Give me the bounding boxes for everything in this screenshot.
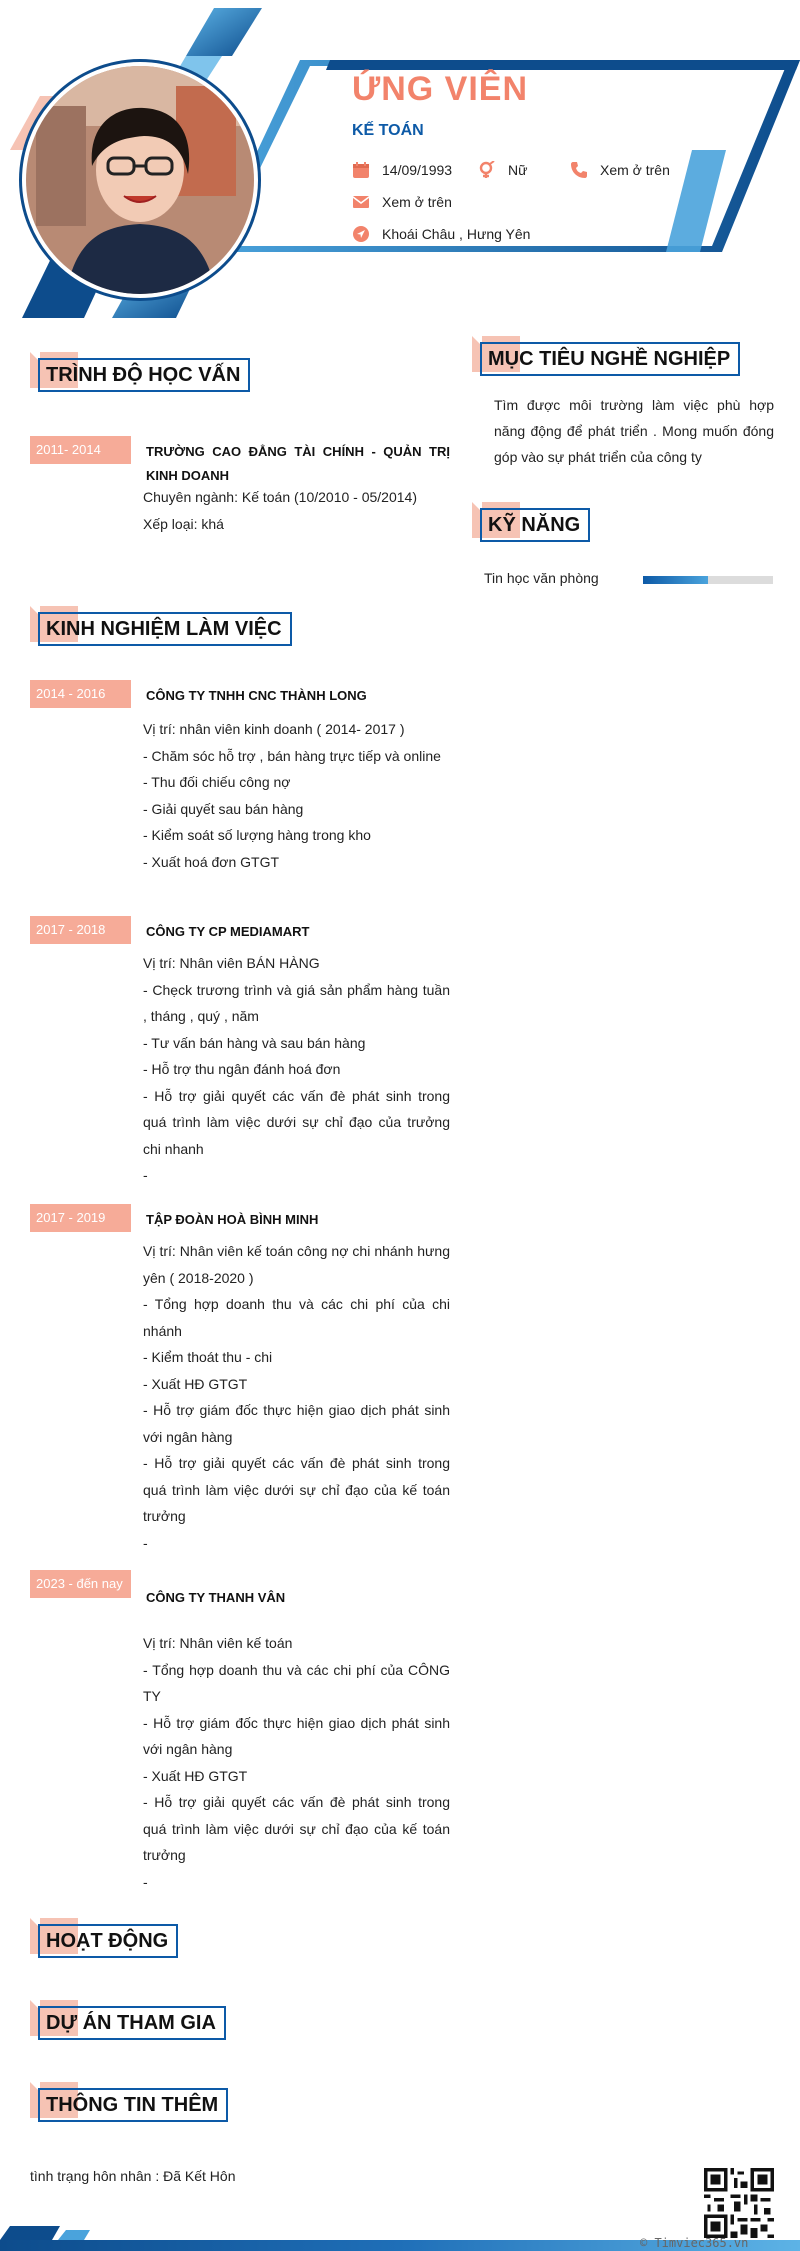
phone-icon — [570, 161, 588, 179]
school-name: TRƯỜNG CAO ĐẲNG TÀI CHÍNH - QUẢN TRỊ KINH DOANH — [146, 444, 450, 483]
experience-details: Vị trí: Nhân viên kế toán công nợ chi nhánh hưng yên ( 2018-2020 ) - Tổng hợp doanh thu và các chi phí của chi nhánh - Kiểm thoát thu - chi - Xuất HĐ GTGT - Hỗ trợ giám đốc thực hiện giao dịch phát sinh với ngân hàng - Hỗ trợ giải quyết các vấn đè phát sinh trong quá trình làm việc dưới sự chỉ đạo của kế toán trưởng - — [143, 1243, 450, 1551]
email-icon — [352, 193, 370, 211]
email-value[interactable]: Xem ở trên — [382, 194, 452, 210]
address-row — [352, 225, 530, 243]
education-details: Chuyên ngành: Kế toán (10/2010 - 05/2014) Xếp loại: khá — [143, 489, 417, 532]
gender-value: Nữ — [508, 162, 528, 178]
education-entry — [30, 436, 450, 566]
email-row — [352, 193, 452, 211]
skill-name: Tin học văn phòng — [484, 570, 599, 586]
company-name: TẬP ĐOÀN HOÀ BÌNH MINH — [146, 1212, 319, 1227]
skill-level-fill — [643, 576, 708, 584]
skill-level-bar — [643, 576, 773, 584]
period-badge: 2017 - 2019 — [30, 1204, 131, 1232]
phone-row — [570, 161, 670, 179]
experience-details: Vị trí: nhân viên kinh doanh ( 2014- 2017 ) - Chăm sóc hỗ trợ , bán hàng trực tiếp và online - Thu đối chiếu công nợ - Giải quyết sau bán hàng - Kiểm soát số lượng hàng trong kho - Xuất hoá đơn GTGT — [143, 721, 441, 870]
gender-row — [478, 161, 527, 179]
company-name: CÔNG TY CP MEDIAMART — [146, 924, 310, 939]
qr-code — [704, 2168, 774, 2238]
profile-photo — [26, 66, 254, 294]
period-badge: 2011- 2014 — [30, 436, 131, 464]
experience-entry — [30, 1204, 450, 1554]
experience-details: Vị trí: Nhân viên kế toán - Tổng hợp doanh thu và các chi phí của CÔNG TY - Hỗ trợ giám đốc thực hiện giao dịch phát sinh với ngân hàng - Xuất HĐ GTGT - Hỗ trợ giải quyết các vấn đè phát sinh trong quá trình làm việc dưới sự chỉ đạo của kế toán trưởng - — [143, 1635, 450, 1890]
period-badge: 2017 - 2018 — [30, 916, 131, 944]
dob-value: 14/09/1993 — [382, 162, 453, 178]
avatar — [22, 62, 258, 298]
cv-header — [0, 0, 800, 320]
phone-value[interactable]: Xem ở trên — [600, 162, 670, 178]
experience-entry — [30, 1570, 450, 1890]
company-name: CÔNG TY THANH VÂN — [146, 1590, 286, 1605]
address-value: Khoái Châu , Hưng Yên — [382, 226, 531, 242]
gender-icon — [478, 161, 496, 179]
copyright-text: © Timviec365.vn — [640, 2236, 749, 2250]
experience-details: Vị trí: Nhân viên BÁN HÀNG - Chẹck trương trình và giá sản phẩm hàng tuần , tháng , quý , năm - Tư vấn bán hàng và sau bán hàng - Hỗ trợ thu ngân đánh hoá đơn - Hỗ trợ giải quyết các vấn đè phát sinh trong quá trình làm việc dưới sự chỉ đạo của trưởng chi nhanh - — [143, 955, 450, 1183]
candidate-name: ỨNG VIÊN — [352, 70, 529, 108]
extra-info-text: tình trạng hôn nhân : Đã Kết Hôn — [30, 2168, 236, 2184]
experience-entry — [30, 680, 441, 900]
dob-row — [352, 161, 452, 179]
location-icon — [352, 225, 370, 243]
candidate-position: KẾ TOÁN — [352, 122, 424, 139]
period-badge: 2014 - 2016 — [30, 680, 131, 708]
period-badge: 2023 - đến nay — [30, 1570, 131, 1598]
company-name: CÔNG TY TNHH CNC THÀNH LONG — [146, 688, 367, 703]
calendar-icon — [352, 161, 370, 179]
experience-entry — [30, 916, 450, 1186]
objective-text: Tìm được môi trường làm việc phù hợp năng động để phát triển . Mong muốn đóng góp vào sự phát triển của công ty — [494, 397, 774, 465]
